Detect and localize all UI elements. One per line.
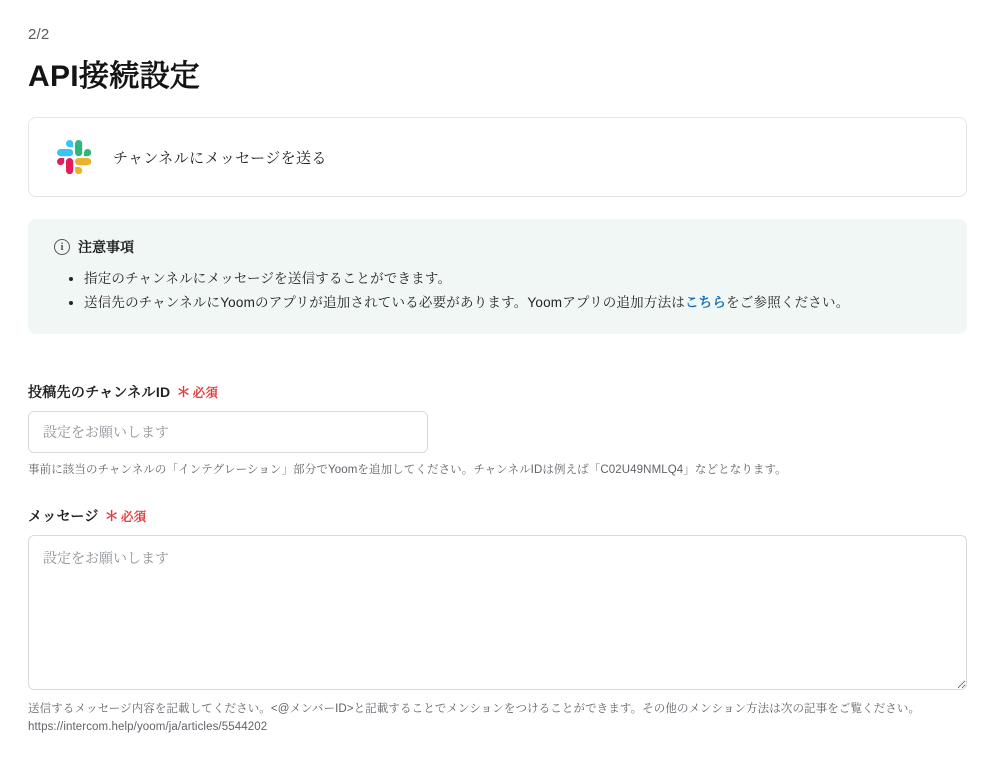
message-hint-line1: 送信するメッセージ内容を記載してください。<@メンバーID>と記載することでメンションをつけることができます。その他のメンション方法は次の記事をご覧ください。 xyxy=(28,702,921,715)
notice-item-text-before: 送信先のチャンネルにYoomのアプリが追加されている必要があります。Yoomアプリの追加方法は xyxy=(84,294,685,310)
channel-id-label: 投稿先のチャンネルID xyxy=(28,384,171,401)
page-title: API接続設定 xyxy=(28,60,201,93)
notice-heading: 注意事項 xyxy=(78,239,134,255)
message-hint-line2: https://intercom.help/yoom/ja/articles/5544202 xyxy=(28,721,268,734)
notice-help-link[interactable]: こちら xyxy=(684,294,727,310)
notice-box xyxy=(28,219,967,334)
message-label: メッセージ xyxy=(28,507,99,524)
message-field-block xyxy=(28,506,967,738)
channel-id-hint: 事前に該当のチャンネルの「インテグレーション」部分でYoomを追加してください。チャンネルIDは例えば「C02U49NMLQ4」などとなります。 xyxy=(28,464,787,477)
notice-item-text-after: をご参照ください。 xyxy=(726,294,850,310)
step-counter: 2/2 xyxy=(28,26,50,43)
channel-id-field-block xyxy=(28,382,967,479)
message-hint xyxy=(28,700,967,738)
channel-id-label-row xyxy=(28,382,967,402)
notice-heading-row xyxy=(54,237,941,257)
channel-id-input[interactable] xyxy=(28,411,428,453)
message-textarea[interactable] xyxy=(28,535,967,690)
info-icon: i xyxy=(54,239,70,255)
app-action-card[interactable] xyxy=(28,117,967,197)
required-asterisk: ＊ xyxy=(176,384,191,401)
notice-item-text: 指定のチャンネルにメッセージを送信することができます。 xyxy=(84,271,452,286)
slack-icon xyxy=(57,140,91,174)
list-item xyxy=(84,267,941,291)
required-badge xyxy=(105,506,147,526)
app-action-label: チャンネルにメッセージを送る xyxy=(113,149,327,167)
required-badge xyxy=(176,382,218,402)
required-text: 必須 xyxy=(192,386,219,401)
required-asterisk: ＊ xyxy=(104,507,119,524)
list-item xyxy=(84,291,941,315)
notice-list xyxy=(54,267,941,314)
message-label-row xyxy=(28,506,967,526)
required-text: 必須 xyxy=(120,509,147,524)
